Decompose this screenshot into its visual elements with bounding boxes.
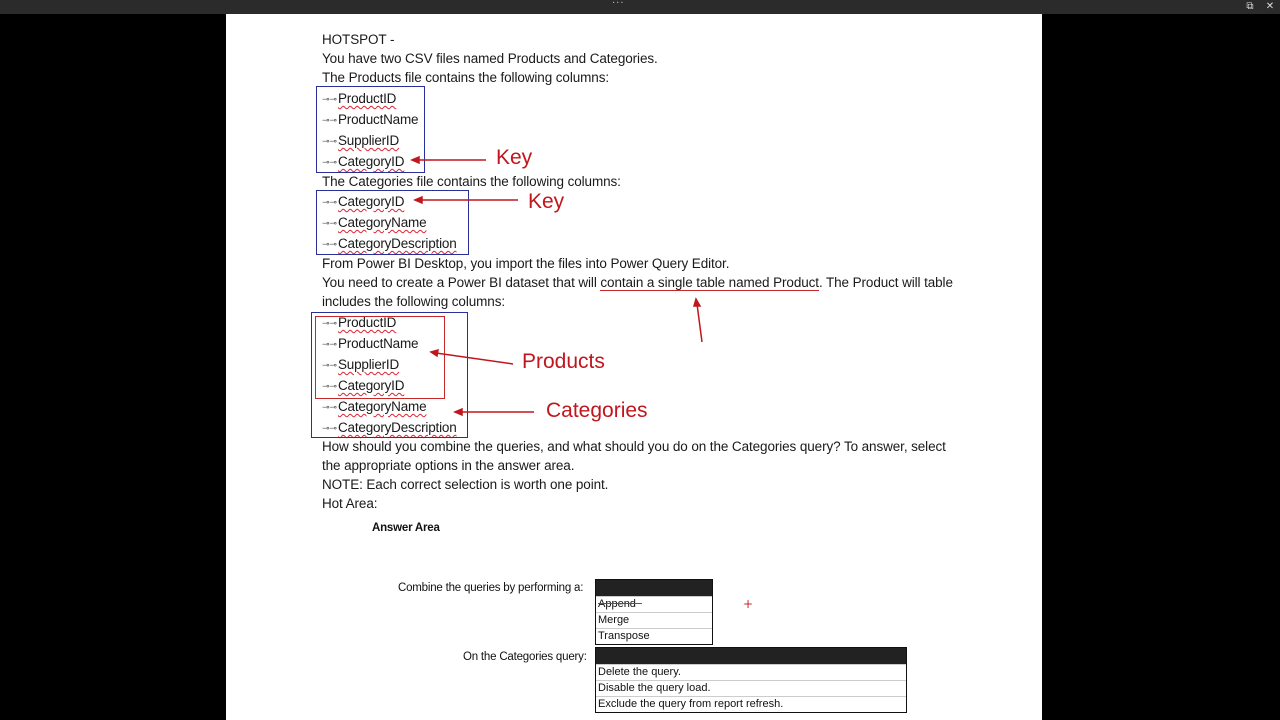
- column-icon: ⊸⊸: [322, 240, 337, 250]
- option-delete-query[interactable]: Delete the query.: [596, 664, 906, 680]
- column-name: CategoryID: [338, 154, 405, 169]
- column-icon: ⊸⊸: [322, 137, 337, 147]
- column-name: CategoryName: [338, 215, 427, 230]
- question-text-line1: How should you combine the queries, and what should you do on the Categories query? To answer, select: [322, 439, 946, 454]
- append-strike-mark: [598, 603, 642, 604]
- option-exclude-refresh[interactable]: Exclude the query from report refresh.: [596, 696, 906, 712]
- column-icon: ⊸⊸: [322, 403, 337, 413]
- includes-text: includes the following columns:: [322, 294, 505, 309]
- column-icon: ⊸⊸: [322, 116, 337, 126]
- column-icon: ⊸⊸: [322, 361, 337, 371]
- categories-query-label: On the Categories query:: [463, 651, 587, 663]
- option-append[interactable]: Append: [596, 596, 712, 612]
- import-text: From Power BI Desktop, you import the files into Power Query Editor.: [322, 256, 730, 271]
- column-name: CategoryID: [338, 194, 405, 209]
- document-page: [226, 14, 1042, 720]
- column-icon: ⊸⊸: [322, 382, 337, 392]
- products-intro-text: The Products file contains the following columns:: [322, 70, 609, 85]
- categories-annotation: Categories: [546, 399, 648, 422]
- dropdown-header[interactable]: [596, 580, 712, 596]
- answer-area-title: Answer Area: [372, 522, 440, 534]
- column-icon: ⊸⊸: [322, 95, 337, 105]
- window-titlebar: [0, 0, 1280, 14]
- option-transpose[interactable]: Transpose: [596, 628, 712, 644]
- combine-label: Combine the queries by performing a:: [398, 582, 584, 594]
- close-icon[interactable]: ✕: [1265, 1, 1275, 12]
- requirement-text: [322, 275, 953, 290]
- titlebar-drag-handle[interactable]: ···: [612, 0, 625, 9]
- column-name: ProductName: [338, 112, 419, 127]
- requirement-text-c: . The Product will table: [818, 275, 953, 290]
- key-annotation-products: Key: [496, 146, 533, 169]
- question-text-line2: the appropriate options in the answer area.: [322, 458, 575, 473]
- key-annotation-categories: Key: [528, 190, 565, 213]
- column-name: SupplierID: [338, 357, 400, 372]
- option-merge[interactable]: Merge: [596, 612, 712, 628]
- dropdown-header[interactable]: [596, 648, 906, 664]
- combine-dropdown[interactable]: [595, 579, 713, 645]
- column-icon: ⊸⊸: [322, 198, 337, 208]
- restore-icon[interactable]: ⧉: [1246, 1, 1254, 12]
- column-name: CategoryID: [338, 378, 405, 393]
- requirement-text-a: You need to create a Power BI dataset that will: [322, 275, 601, 290]
- cursor-crosshair-icon: +: [743, 597, 754, 611]
- categories-columns-box: [316, 190, 469, 255]
- requirement-highlight: contain a single table named Product: [600, 275, 819, 290]
- note-text: NOTE: Each correct selection is worth one point.: [322, 477, 609, 492]
- categories-intro-text: The Categories file contains the following columns:: [322, 174, 621, 189]
- option-disable-load[interactable]: Disable the query load.: [596, 680, 906, 696]
- column-name: CategoryDescription: [338, 420, 457, 435]
- products-columns-box: [316, 86, 425, 173]
- products-annotation: Products: [522, 350, 605, 373]
- categories-query-dropdown[interactable]: [595, 647, 907, 713]
- column-name: ProductID: [338, 91, 397, 106]
- column-icon: ⊸⊸: [322, 219, 337, 229]
- question-heading: HOTSPOT -: [322, 32, 395, 47]
- column-icon: ⊸⊸: [322, 424, 337, 434]
- products-group-highlight: [315, 316, 445, 399]
- intro-text: You have two CSV files named Products and Categories.: [322, 51, 658, 66]
- column-name: CategoryName: [338, 399, 427, 414]
- column-icon: ⊸⊸: [322, 319, 337, 329]
- column-icon: ⊸⊸: [322, 340, 337, 350]
- column-name: ProductID: [338, 315, 397, 330]
- column-name: ProductName: [338, 336, 419, 351]
- column-name: SupplierID: [338, 133, 400, 148]
- hot-area-label: Hot Area:: [322, 496, 378, 511]
- column-name: CategoryDescription: [338, 236, 457, 251]
- column-icon: ⊸⊸: [322, 158, 337, 168]
